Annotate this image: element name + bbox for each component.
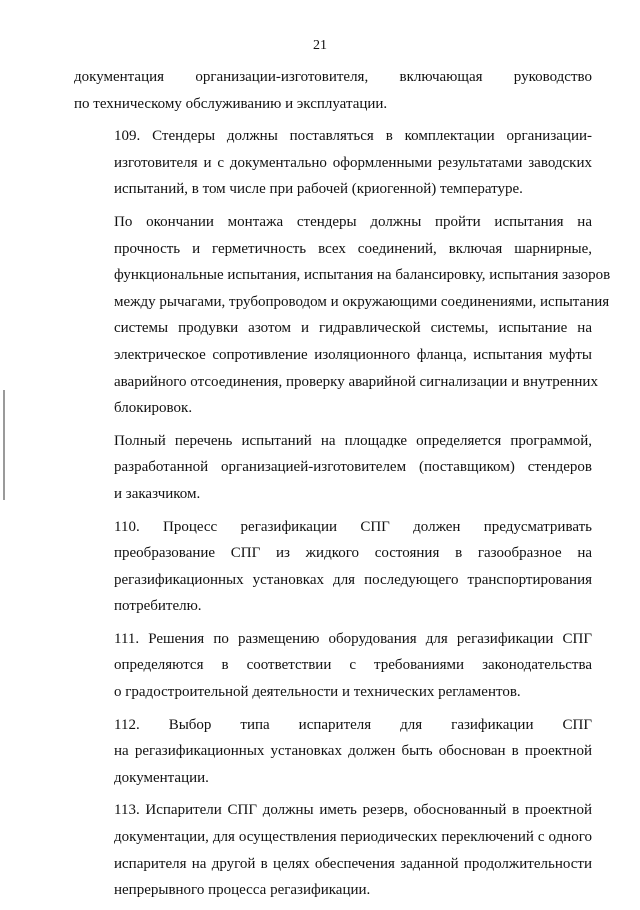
text-line: системы продувки азотом и гидравлической системы, испытание на	[114, 320, 592, 337]
paragraph-item-109	[74, 123, 592, 203]
text-line: блокировок.	[114, 400, 193, 417]
text-line: испарителя на другой в целях обеспечения заданной продолжительности	[114, 855, 592, 872]
text-line: документация организации-изготовителя, включающая руководство	[74, 69, 592, 85]
paragraph-continuation	[74, 64, 592, 117]
paragraph-item-110	[74, 514, 592, 620]
text-line: преобразование СПГ из жидкого состояния в газообразное на	[114, 545, 592, 562]
text-line: 112. Выбор типа испарителя для газификации СПГ	[114, 716, 592, 733]
paragraph-item-112	[74, 712, 592, 792]
text-line: электрическое сопротивление изоляционного фланца, испытания муфты	[114, 346, 592, 363]
text-line: разработанной организацией-изготовителем (поставщиком) стендеров	[114, 459, 592, 476]
text-line: и заказчиком.	[114, 485, 201, 502]
text-line: 111. Решения по размещению оборудования для регазификации СПГ	[114, 630, 592, 647]
text-line: аварийного отсоединения, проверку аварийной сигнализации и внутренних	[114, 373, 598, 390]
paragraph-item-111	[74, 626, 592, 706]
text-line: по техническому обслуживанию и эксплуатации.	[74, 95, 388, 112]
text-line: Полный перечень испытаний на площадке определяется программой,	[114, 432, 592, 449]
paragraph-item-109-full-list	[74, 428, 592, 508]
text-line: документации, для осуществления периодических переключений с одного	[114, 829, 592, 846]
text-line: 110. Процесс регазификации СПГ должен предусматривать	[114, 518, 592, 535]
text-line: о градостроительной деятельности и технических регламентов.	[114, 684, 521, 701]
document-body	[74, 64, 611, 910]
text-line: изготовителя и с документально оформленными результатами заводских	[114, 154, 592, 171]
text-line: 113. Испарители СПГ должны иметь резерв, обоснованный в проектной	[114, 802, 592, 819]
text-line: на регазификационных установках должен быть обоснован в проектной	[114, 743, 592, 760]
text-line: прочность и герметичность всех соединений, включая шарнирные,	[114, 240, 592, 257]
page-number: 21	[313, 38, 327, 53]
text-line: функциональные испытания, испытания на балансировку, испытания зазоров	[114, 267, 611, 284]
text-line: 109. Стендеры должны поставляться в комплектации организации-	[114, 128, 592, 145]
text-line: По окончании монтажа стендеры должны пройти испытания на	[114, 213, 592, 230]
text-line: непрерывного процесса регазификации.	[114, 882, 371, 899]
text-line: документации.	[114, 769, 209, 786]
text-line: определяются в соответствии с требованиями законодательства	[114, 657, 592, 674]
text-line: потребителю.	[114, 598, 202, 615]
text-line: между рычагами, трубопроводом и окружающими соединениями, испытания	[114, 293, 610, 310]
paragraph-item-109-after-install	[74, 209, 611, 422]
scan-margin-mark	[3, 390, 5, 500]
text-line: регазификационных установках для последующего транспортирования	[114, 571, 592, 588]
text-line: испытаний, в том числе при рабочей (криогенной) температуре.	[114, 181, 523, 198]
paragraph-item-113	[74, 797, 592, 903]
